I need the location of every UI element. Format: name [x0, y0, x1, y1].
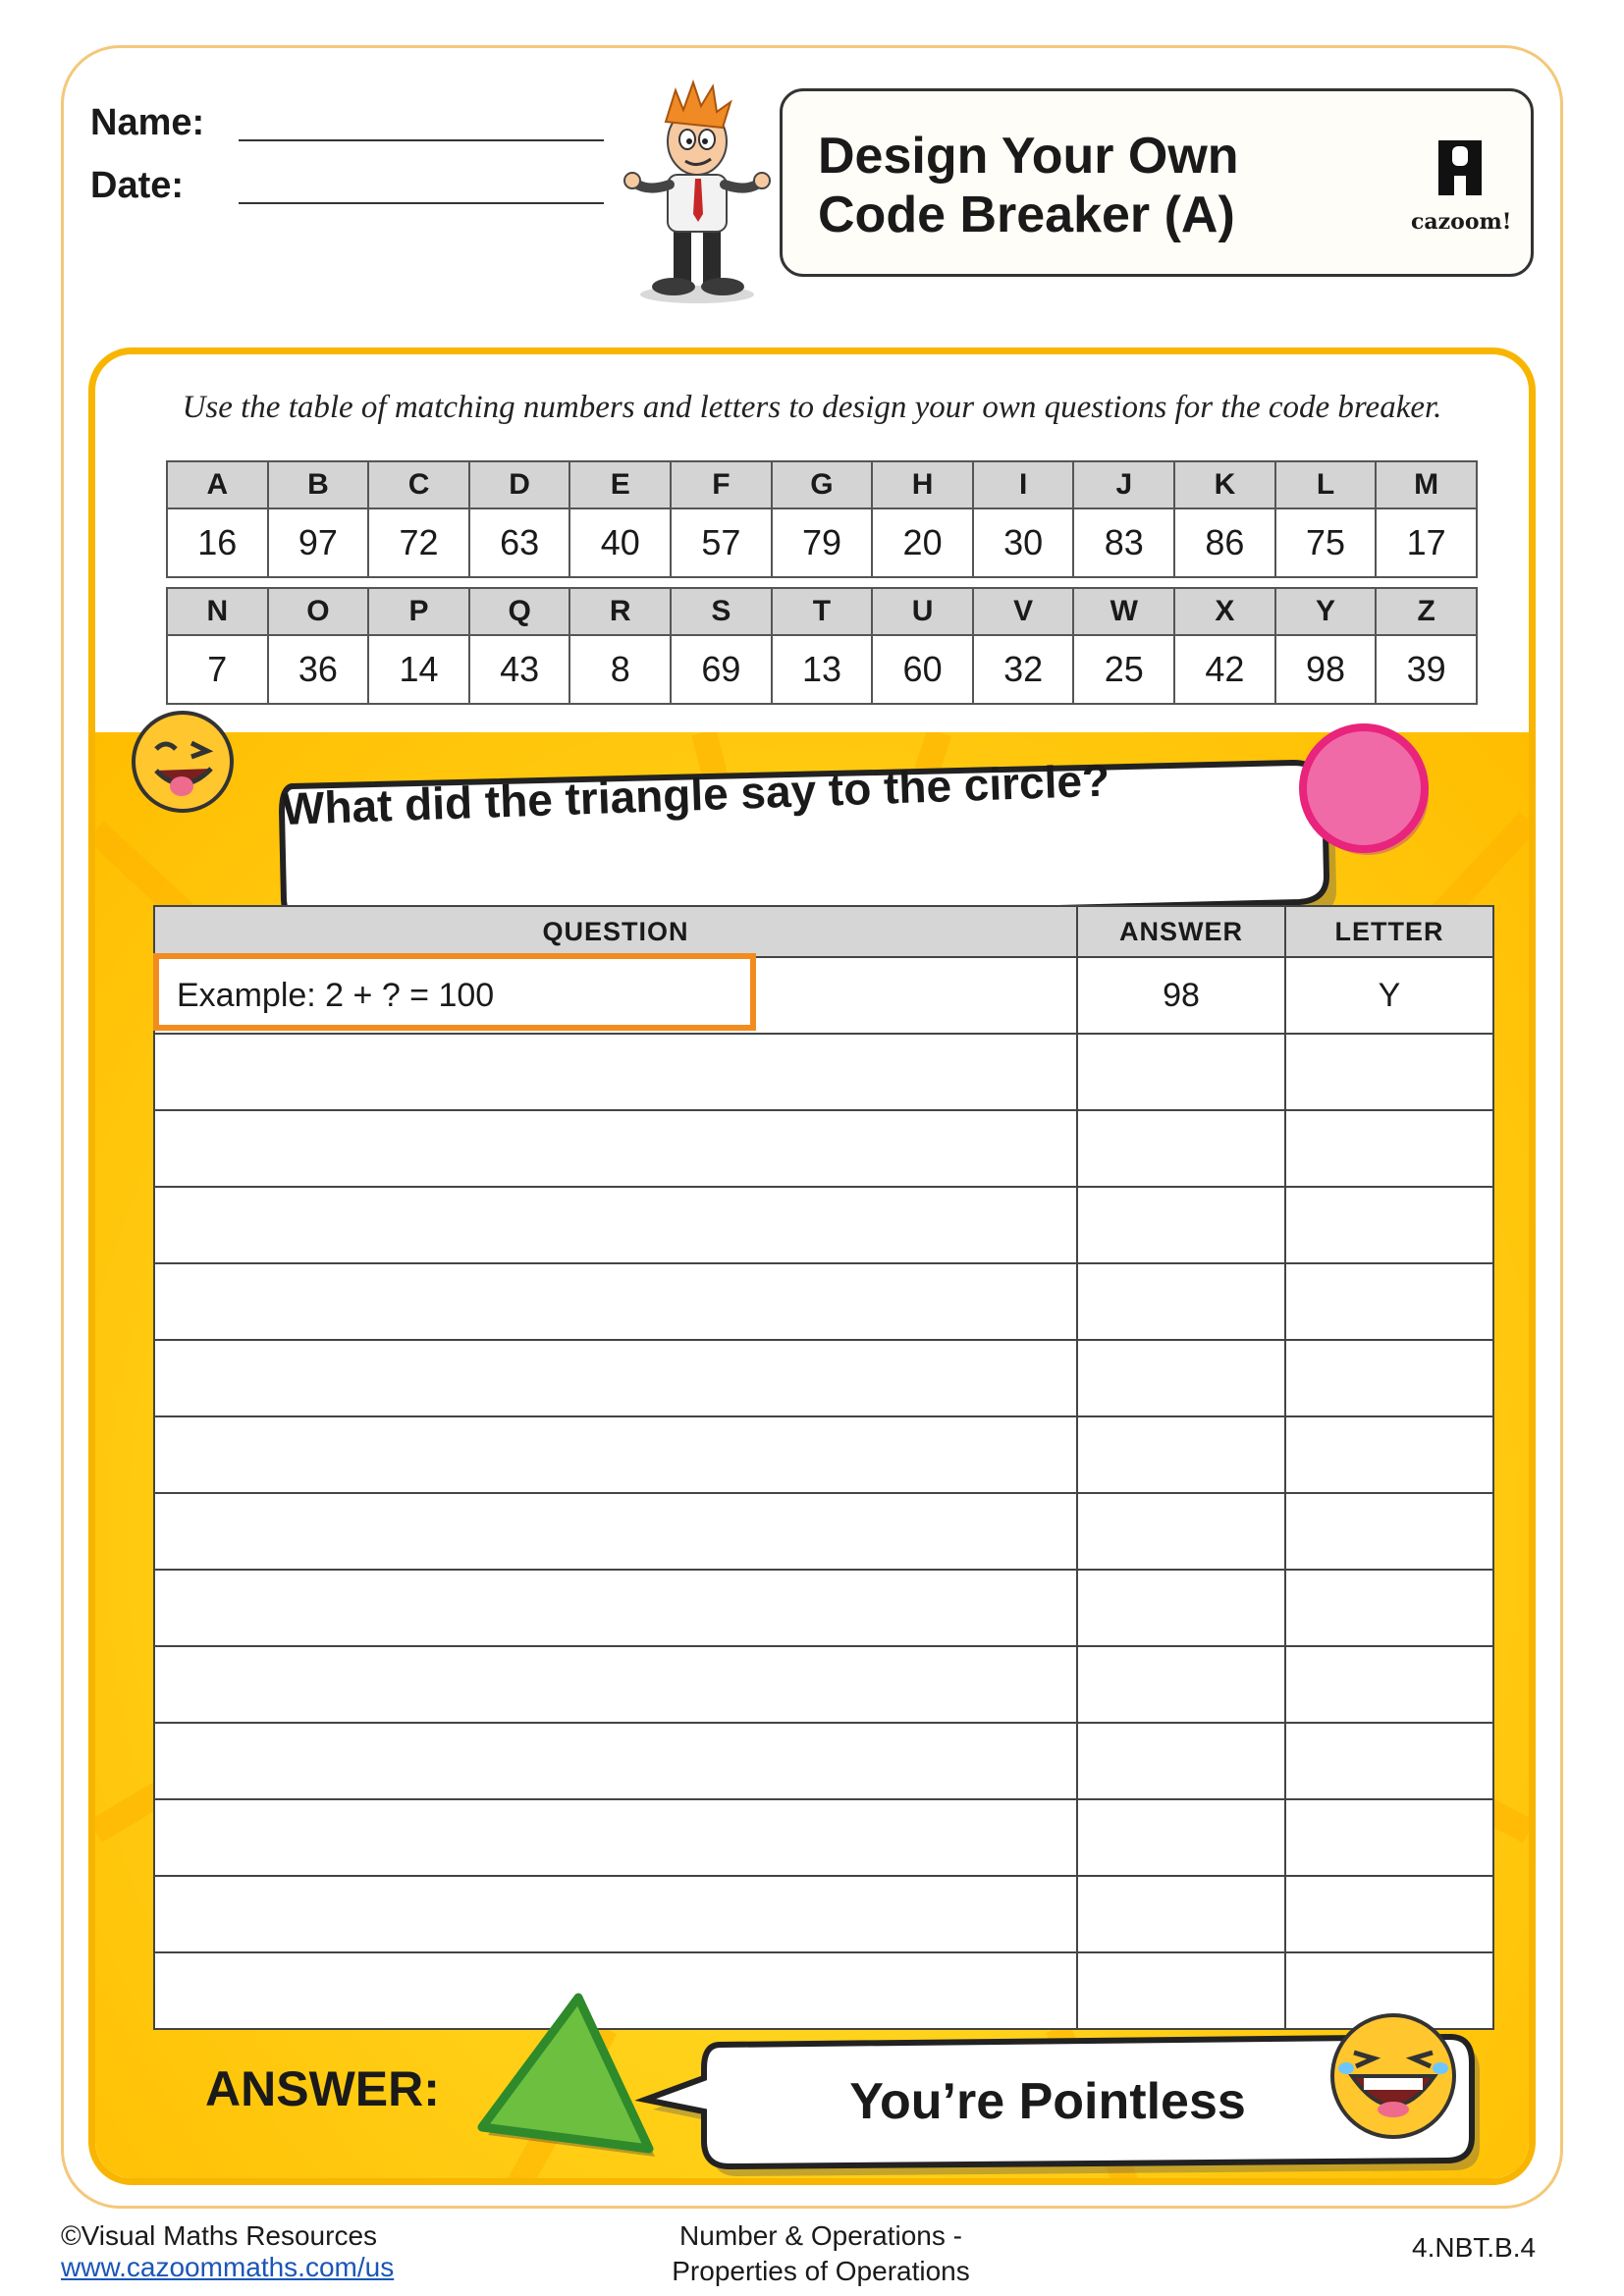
answer-cell[interactable]: [1077, 1493, 1285, 1570]
code-letter-row: [167, 461, 1477, 508]
code-letter: X: [1174, 588, 1275, 635]
letter-cell[interactable]: [1285, 1493, 1493, 1570]
question-cell[interactable]: [154, 1876, 1077, 1952]
code-letter: B: [268, 461, 369, 508]
answer-cell[interactable]: [1077, 1340, 1285, 1416]
main-panel: [88, 347, 1536, 2185]
answer-cell[interactable]: [1077, 1876, 1285, 1952]
letter-cell[interactable]: [1285, 1187, 1493, 1263]
code-letter: F: [671, 461, 772, 508]
code-number: 43: [469, 635, 570, 704]
question-cell[interactable]: [154, 1646, 1077, 1723]
winking-emoji-icon: [129, 708, 237, 816]
question-cell[interactable]: [154, 1034, 1077, 1110]
letter-cell[interactable]: [1285, 1034, 1493, 1110]
letter-cell[interactable]: [1285, 1340, 1493, 1416]
code-number: 8: [569, 635, 671, 704]
answer-cell[interactable]: [1077, 1110, 1285, 1187]
example-row: [154, 957, 1493, 1034]
question-cell[interactable]: [154, 1187, 1077, 1263]
question-cell[interactable]: [154, 1340, 1077, 1416]
code-number: 39: [1376, 635, 1477, 704]
code-letter: Y: [1275, 588, 1377, 635]
code-number: 36: [268, 635, 369, 704]
question-cell[interactable]: [154, 1493, 1077, 1570]
code-letter: D: [469, 461, 570, 508]
topic-text: [623, 2220, 1019, 2287]
table-row: [154, 1110, 1493, 1187]
code-letter: H: [872, 461, 973, 508]
answer-cell[interactable]: [1077, 1952, 1285, 2029]
answer-column-header: ANSWER: [1077, 906, 1285, 957]
copyright-text: ©Visual Maths Resources: [61, 2220, 378, 2251]
topic-line-1: Number & Operations -: [679, 2220, 962, 2251]
code-number: 79: [772, 508, 873, 577]
code-letter: L: [1275, 461, 1377, 508]
name-field[interactable]: [239, 139, 604, 141]
letter-cell[interactable]: [1285, 1570, 1493, 1646]
code-letter: E: [569, 461, 671, 508]
code-number: 57: [671, 508, 772, 577]
code-number: 86: [1174, 508, 1275, 577]
code-letter: C: [368, 461, 469, 508]
code-number: 7: [167, 635, 268, 704]
title-box: [780, 88, 1534, 277]
laughing-emoji-icon: [1325, 2007, 1462, 2145]
table-row: [154, 1263, 1493, 1340]
example-answer: 98: [1077, 957, 1285, 1034]
answer-cell[interactable]: [1077, 1723, 1285, 1799]
table-row: [154, 1952, 1493, 2029]
date-label: Date:: [90, 165, 185, 206]
question-cell[interactable]: [154, 1416, 1077, 1493]
code-number: 60: [872, 635, 973, 704]
letter-column-header: LETTER: [1285, 906, 1493, 957]
table-row: [154, 1570, 1493, 1646]
question-cell[interactable]: [154, 1570, 1077, 1646]
green-triangle-character: [472, 1990, 659, 2166]
table-row: [154, 1416, 1493, 1493]
answer-cell[interactable]: [1077, 1034, 1285, 1110]
table-row: [154, 1187, 1493, 1263]
letter-cell[interactable]: [1285, 1723, 1493, 1799]
code-letter: W: [1073, 588, 1174, 635]
answer-cell[interactable]: [1077, 1416, 1285, 1493]
pink-circle-character: [1293, 718, 1440, 865]
cazoom-logo-icon: [1411, 136, 1509, 207]
letter-cell[interactable]: [1285, 1416, 1493, 1493]
answer-cell[interactable]: [1077, 1187, 1285, 1263]
code-number-row: [167, 635, 1477, 704]
code-letter: N: [167, 588, 268, 635]
code-letter: U: [872, 588, 973, 635]
code-letter: R: [569, 588, 671, 635]
joke-answer: You’re Pointless: [849, 2073, 1246, 2130]
answer-cell[interactable]: [1077, 1263, 1285, 1340]
code-number: 32: [973, 635, 1074, 704]
code-letter: V: [973, 588, 1074, 635]
code-number: 97: [268, 508, 369, 577]
table-row: [154, 1646, 1493, 1723]
code-letter: O: [268, 588, 369, 635]
table-row: [154, 1723, 1493, 1799]
code-number: 17: [1376, 508, 1477, 577]
table-row: [154, 1340, 1493, 1416]
question-cell[interactable]: [154, 1263, 1077, 1340]
letter-cell[interactable]: [1285, 1263, 1493, 1340]
title-line-1: Design Your Own: [818, 128, 1239, 185]
name-label: Name:: [90, 102, 205, 143]
answer-cell[interactable]: [1077, 1799, 1285, 1876]
title-line-2: Code Breaker (A): [818, 187, 1235, 243]
code-letter: I: [973, 461, 1074, 508]
code-number: 25: [1073, 635, 1174, 704]
instruction-text: Use the table of matching numbers and letters to design your own questions for the code breaker.: [182, 390, 1442, 425]
example-letter: Y: [1285, 957, 1493, 1034]
question-cell[interactable]: [154, 1723, 1077, 1799]
letter-cell[interactable]: [1285, 1876, 1493, 1952]
topic-line-2: Properties of Operations: [672, 2256, 970, 2286]
letter-cell[interactable]: [1285, 1799, 1493, 1876]
cazoom-logo: [1411, 136, 1512, 235]
date-field[interactable]: [239, 202, 604, 204]
code-letter: G: [772, 461, 873, 508]
logo-text: cazoom!: [1411, 209, 1512, 235]
code-letter: S: [671, 588, 772, 635]
code-number: 13: [772, 635, 873, 704]
code-number: 98: [1275, 635, 1377, 704]
code-letter-row: [167, 588, 1477, 635]
letter-cell[interactable]: [1285, 1646, 1493, 1723]
code-number: 69: [671, 635, 772, 704]
code-number: 75: [1275, 508, 1377, 577]
question-cell[interactable]: [154, 1110, 1077, 1187]
code-letter: Z: [1376, 588, 1477, 635]
code-table-n-to-z: [166, 587, 1478, 705]
code-letter: P: [368, 588, 469, 635]
code-number: 83: [1073, 508, 1174, 577]
answer-cell[interactable]: [1077, 1570, 1285, 1646]
table-row: [154, 1034, 1493, 1110]
code-letter: J: [1073, 461, 1174, 508]
answer-label: ANSWER:: [205, 2061, 440, 2116]
code-letter: T: [772, 588, 873, 635]
table-row: [154, 1493, 1493, 1570]
code-number: 42: [1174, 635, 1275, 704]
standard-code: 4.NBT.B.4: [1412, 2232, 1537, 2263]
code-number-row: [167, 508, 1477, 577]
letter-cell[interactable]: [1285, 1110, 1493, 1187]
code-number: 14: [368, 635, 469, 704]
code-number: 20: [872, 508, 973, 577]
website-link-text[interactable]: www.cazoommaths.com/us: [61, 2252, 395, 2282]
code-number: 72: [368, 508, 469, 577]
website-link[interactable]: [61, 2252, 394, 2283]
code-letter: K: [1174, 461, 1275, 508]
code-number: 63: [469, 508, 570, 577]
joke-question: What did the triangle say to the circle?: [281, 754, 1110, 834]
example-question: Example: 2 + ? = 100: [154, 957, 1077, 1034]
worksheet-table: [153, 905, 1494, 2030]
worksheet-title: [818, 127, 1239, 244]
code-number: 40: [569, 508, 671, 577]
code-letter: M: [1376, 461, 1477, 508]
table-row: [154, 1876, 1493, 1952]
cartoon-boy-illustration: [619, 77, 776, 306]
code-number: 16: [167, 508, 268, 577]
worksheet-header-row: [154, 906, 1493, 957]
table-row: [154, 1799, 1493, 1876]
code-letter: Q: [469, 588, 570, 635]
code-number: 30: [973, 508, 1074, 577]
code-table-a-to-m: [166, 460, 1478, 578]
question-column-header: QUESTION: [154, 906, 1077, 957]
question-cell[interactable]: [154, 1799, 1077, 1876]
code-letter: A: [167, 461, 268, 508]
answer-cell[interactable]: [1077, 1646, 1285, 1723]
